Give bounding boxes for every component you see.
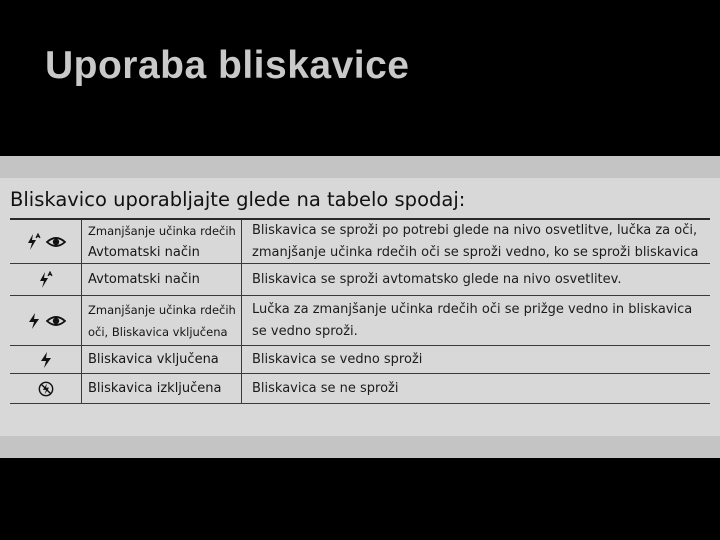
description-cell [242, 264, 710, 295]
mode-cell [82, 346, 242, 373]
flash-auto-icon [26, 233, 42, 251]
red-eye-icon [46, 234, 66, 250]
table-row [10, 374, 710, 404]
slide-title: Uporaba bliskavice [45, 44, 410, 87]
flash-icon [38, 351, 54, 369]
mode-text: Bliskavica izključena [88, 380, 222, 396]
flash-icon [26, 312, 42, 330]
mode-cell [82, 296, 242, 345]
scanned-table-image [0, 156, 720, 458]
mode-cell [82, 264, 242, 295]
mode-text: Bliskavica vključena [88, 351, 219, 367]
red-eye-icon [46, 313, 66, 329]
flash-off-icon [38, 380, 54, 398]
description-text: zmanjšanje učinka rdečih oči se sproži vedno, ko se sproži bliskavica [252, 244, 699, 260]
description-cell [242, 296, 710, 345]
mode-cell [82, 220, 242, 263]
mode-text: Avtomatski način [88, 271, 200, 287]
mode-text: oči, Bliskavica vključena [88, 324, 228, 339]
description-text: Lučka za zmanjšanje učinka rdečih oči se prižge vedno in bliskavica [252, 301, 693, 317]
description-cell [242, 374, 710, 403]
description-text: Bliskavica se ne sproži [252, 380, 399, 396]
table-row [10, 296, 710, 346]
icon-cell [10, 346, 82, 373]
icon-cell [10, 296, 82, 345]
table-row [10, 264, 710, 296]
scan-page [0, 178, 720, 436]
description-text: Bliskavica se sproži po potrebi glede na nivo osvetlitve, lučka za oči, [252, 222, 698, 238]
icon-cell [10, 220, 82, 263]
description-cell [242, 220, 710, 263]
mode-text: Zmanjšanje učinka rdečih [88, 302, 236, 317]
mode-cell [82, 374, 242, 403]
table-row [10, 218, 710, 264]
flash-mode-table [10, 218, 710, 404]
mode-text: Avtomatski način [88, 244, 200, 260]
description-cell [242, 346, 710, 373]
mode-text: Zmanjšanje učinka rdečih [88, 223, 236, 238]
table-heading: Bliskavico uporabljajte glede na tabelo spodaj: [10, 188, 466, 211]
description-text: Bliskavica se sproži avtomatsko glede na nivo osvetlitev. [252, 271, 622, 287]
flash-auto-icon [38, 271, 54, 289]
icon-cell [10, 374, 82, 403]
description-text: Bliskavica se vedno sproži [252, 351, 423, 367]
description-text: se vedno sproži. [252, 323, 358, 339]
table-row [10, 346, 710, 374]
icon-cell [10, 264, 82, 295]
